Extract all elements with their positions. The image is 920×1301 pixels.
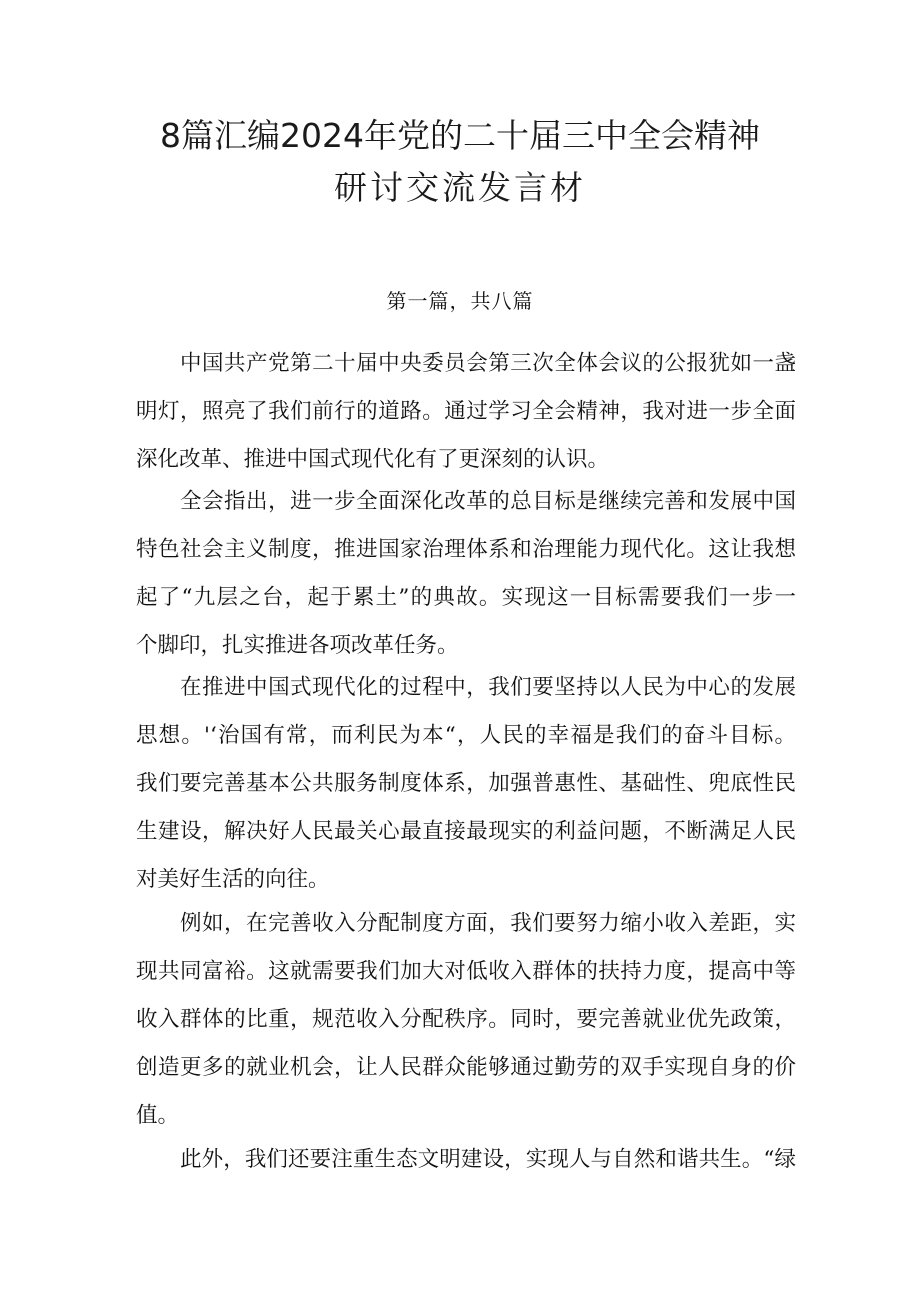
paragraph-line: 思想。'‘治国有常，而利民为本“，人民的幸福是我们的奋斗目标。 xyxy=(136,723,796,748)
paragraph-line: 全会指出，进一步全面深化改革的总目标是继续完善和发展中国 xyxy=(180,489,796,514)
paragraph-line: 现共同富裕。这就需要我们加大对低收入群体的扶持力度，提高中等 xyxy=(136,959,796,984)
paragraph-line: 创造更多的就业机会，让人民群众能够通过勤劳的双手实现自身的价 xyxy=(136,1055,796,1080)
paragraph-line: 我们要完善基本公共服务制度体系，加强普惠性、基础性、兜底性民 xyxy=(136,771,796,796)
paragraph-5 xyxy=(136,1136,796,1184)
paragraph-line: 中国共产党第二十届中央委员会第三次全体会议的公报犹如一盏 xyxy=(180,351,796,376)
paragraph-line: 收入群体的比重，规范收入分配秩序。同时，要完善就业优先政策， xyxy=(136,1007,796,1032)
paragraph-line: 对美好生活的向往。 xyxy=(136,867,330,892)
paragraph-line: 生建设，解决好人民最关心最直接最现实的利益问题，不断满足人民 xyxy=(136,819,796,844)
paragraph-line: 例如，在完善收入分配制度方面，我们要努力缩小收入差距，实 xyxy=(180,911,796,936)
paragraph-2 xyxy=(136,478,796,670)
document-title-line-1: 8篇汇编2024年党的二十届三中全会精神 xyxy=(160,116,760,155)
paragraph-4 xyxy=(136,900,796,1140)
document-title-line-2: 研讨交流发言材 xyxy=(334,168,586,207)
paragraph-line: 值。 xyxy=(136,1103,180,1128)
paragraph-3 xyxy=(136,664,796,904)
paragraph-line: 特色社会主义制度，推进国家治理体系和治理能力现代化。这让我想 xyxy=(136,537,796,562)
paragraph-line: 明灯，照亮了我们前行的道路。通过学习全会精神，我对进一步全面 xyxy=(136,399,796,424)
paragraph-line: 在推进中国式现代化的过程中，我们要坚持以人民为中心的发展 xyxy=(180,675,796,700)
paragraph-1 xyxy=(136,340,796,484)
paragraph-line: 此外，我们还要注重生态文明建设，实现人与自然和谐共生。“绿 xyxy=(180,1147,796,1172)
paragraph-line: 深化改革、推进中国式现代化有了更深刻的认识。 xyxy=(136,447,610,472)
paragraph-line: 个脚印，扎实推进各项改革任务。 xyxy=(136,633,459,658)
paragraph-line: 起了“九层之台，起于累土”的典故。实现这一目标需要我们一步一 xyxy=(136,585,796,610)
section-heading: 第一篇，共八篇 xyxy=(386,289,534,313)
